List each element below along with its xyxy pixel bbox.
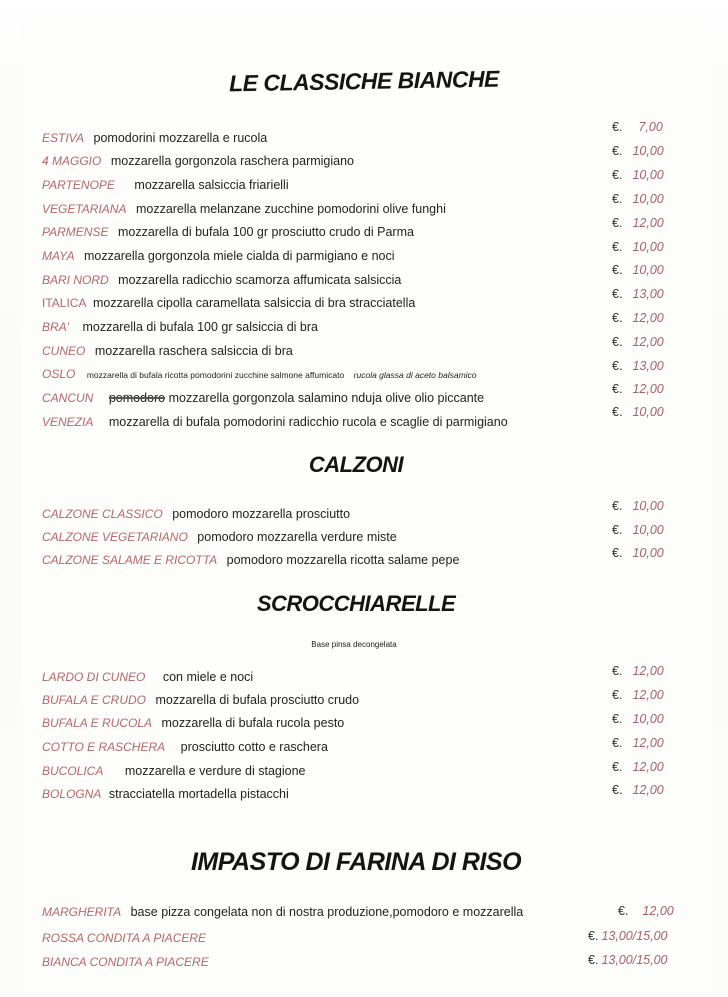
item-desc: mozzarella radicchio scamorza affumicata salsiccia bbox=[118, 273, 402, 287]
item-price bbox=[612, 661, 692, 681]
item-desc: mozzarella di bufala 100 gr prosciutto crudo di Parma bbox=[117, 225, 414, 239]
currency-label: €. bbox=[612, 287, 623, 301]
item-price bbox=[612, 685, 692, 705]
item-name: MAYA bbox=[42, 249, 75, 263]
item-desc: pomodoro mozzarella prosciutto bbox=[172, 507, 351, 521]
item-desc: mozzarella di bufala ricotta pomodorini zucchine salmone affumicato bbox=[86, 370, 345, 380]
price-value: 10,00 bbox=[632, 263, 664, 277]
price-value: 10,00 bbox=[632, 144, 664, 158]
price-value: 13,00 bbox=[632, 359, 664, 373]
menu-item-italica bbox=[42, 293, 682, 313]
item-name: BARI NORD bbox=[42, 273, 109, 287]
menu-item-bologna bbox=[42, 784, 682, 804]
item-name: ROSSA CONDITA A PIACERE bbox=[42, 931, 207, 945]
item-name: VEGETARIANA bbox=[42, 202, 127, 216]
currency-label: €. bbox=[612, 168, 623, 182]
item-desc: prosciutto cotto e raschera bbox=[180, 740, 328, 754]
item-price bbox=[612, 332, 692, 352]
menu-item-bianca-condita bbox=[42, 952, 682, 972]
currency-label: €. bbox=[612, 216, 623, 230]
item-price bbox=[612, 213, 692, 233]
item-price bbox=[612, 284, 692, 304]
currency-label: €. bbox=[588, 953, 599, 967]
item-price bbox=[618, 901, 698, 921]
currency-label: €. bbox=[612, 240, 623, 254]
menu-item-4-maggio bbox=[42, 151, 682, 171]
price-value: 12,00 bbox=[632, 760, 664, 774]
price-value: 12,00 bbox=[632, 382, 664, 396]
item-desc: mozzarella gorgonzola miele cialda di parmigiano e noci bbox=[83, 249, 395, 263]
item-name: CANCUN bbox=[42, 391, 94, 405]
menu-item-parmense bbox=[42, 222, 682, 242]
item-name: BRA' bbox=[42, 320, 69, 334]
item-name: 4 MAGGIO bbox=[42, 154, 102, 168]
menu-item-bari-nord bbox=[42, 270, 682, 290]
price-value: 10,00 bbox=[632, 499, 664, 513]
item-name: ITALICA bbox=[42, 296, 87, 310]
menu-item-estiva bbox=[42, 128, 682, 148]
item-price bbox=[612, 543, 692, 563]
menu-item-oslo bbox=[42, 364, 682, 384]
item-price bbox=[612, 733, 692, 753]
item-price bbox=[612, 780, 692, 800]
item-desc: mozzarella salsiccia friarielli bbox=[134, 178, 289, 192]
item-desc: mozzarella melanzane zucchine pomodorini olive funghi bbox=[135, 202, 446, 216]
item-name: COTTO E RASCHERA bbox=[42, 740, 166, 754]
item-desc: mozzarella cipolla caramellata salsiccia di bra stracciatella bbox=[92, 296, 416, 310]
currency-label: €. bbox=[612, 335, 623, 349]
price-value: 13,00/15,00 bbox=[601, 953, 668, 967]
menu-item-vegetariana bbox=[42, 199, 682, 219]
item-desc: mozzarella di bufala rucola pesto bbox=[161, 716, 345, 730]
menu-item-venezia bbox=[42, 412, 682, 432]
currency-label: €. bbox=[612, 144, 623, 158]
item-price bbox=[612, 260, 692, 280]
item-price bbox=[612, 379, 692, 399]
currency-label: €. bbox=[612, 311, 623, 325]
price-value: 10,00 bbox=[632, 240, 664, 254]
item-price bbox=[588, 926, 668, 946]
item-price bbox=[612, 496, 692, 516]
price-value: 10,00 bbox=[632, 712, 664, 726]
item-price bbox=[612, 189, 692, 209]
price-value: 12,00 bbox=[632, 664, 664, 678]
price-value: 10,00 bbox=[632, 523, 664, 537]
item-name: CALZONE SALAME E RICOTTA bbox=[42, 553, 218, 567]
item-name: BOLOGNA bbox=[42, 787, 102, 801]
currency-label: €. bbox=[612, 120, 623, 134]
price-value: 12,00 bbox=[632, 736, 664, 750]
price-value: 12,00 bbox=[632, 311, 664, 325]
item-price bbox=[612, 402, 692, 422]
item-desc: con miele e noci bbox=[162, 670, 254, 684]
item-name: PARTENOPE bbox=[42, 178, 115, 192]
menu-item-bucolica bbox=[42, 761, 682, 781]
section-title-calzoni: CALZONI bbox=[308, 452, 404, 477]
menu-item-calzone-salame-ricotta bbox=[42, 550, 682, 570]
currency-label: €. bbox=[612, 523, 623, 537]
item-price bbox=[612, 709, 692, 729]
price-value: 12,00 bbox=[632, 216, 664, 230]
item-price bbox=[612, 757, 692, 777]
menu-item-cancun bbox=[42, 388, 682, 408]
price-value: 12,00 bbox=[632, 783, 664, 797]
price-value: 10,00 bbox=[632, 192, 664, 206]
currency-label: €. bbox=[612, 499, 623, 513]
item-desc-extra: rucola glassa di aceto balsamico bbox=[353, 370, 477, 380]
menu-item-rossa-condita bbox=[42, 928, 682, 948]
currency-label: €. bbox=[612, 192, 623, 206]
item-desc: pomodoro mozzarella verdure miste bbox=[197, 530, 397, 544]
menu-item-bufala-e-crudo bbox=[42, 690, 682, 710]
item-name: CALZONE VEGETARIANO bbox=[42, 530, 188, 544]
item-desc: mozzarella gorgonzola salamino nduja olive olio piccante bbox=[168, 391, 485, 405]
item-name: BUFALA E CRUDO bbox=[42, 693, 147, 707]
item-desc: pomodoro mozzarella ricotta salame pepe bbox=[226, 553, 460, 567]
item-name: MARGHERITA bbox=[42, 905, 122, 919]
item-price bbox=[612, 356, 692, 376]
currency-label: €. bbox=[618, 904, 629, 918]
item-desc: mozzarella gorgonzola raschera parmigiano bbox=[110, 154, 355, 168]
item-name: VENEZIA bbox=[42, 415, 94, 429]
item-price bbox=[612, 117, 692, 137]
item-desc: mozzarella di bufala 100 gr salsiccia di bra bbox=[82, 320, 318, 334]
item-price bbox=[612, 520, 692, 540]
item-desc: mozzarella di bufala prosciutto crudo bbox=[155, 693, 360, 707]
item-price bbox=[588, 950, 668, 970]
item-name: CUNEO bbox=[42, 344, 86, 358]
struck-out-text: pomodoro bbox=[108, 391, 166, 405]
menu-item-lardo-di-cuneo bbox=[42, 667, 682, 687]
price-value: 7,00 bbox=[638, 120, 663, 134]
section-title-classiche-bianche: LE CLASSICHE BIANCHE bbox=[228, 65, 500, 97]
menu-item-calzone-vegetariano bbox=[42, 527, 682, 547]
price-value: 12,00 bbox=[642, 904, 674, 918]
item-price bbox=[612, 308, 692, 328]
item-name: ESTIVA bbox=[42, 131, 85, 145]
item-name: BIANCA CONDITA A PIACERE bbox=[42, 955, 209, 969]
price-value: 13,00/15,00 bbox=[601, 929, 668, 943]
menu-item-partenope bbox=[42, 175, 682, 195]
item-desc: stracciatella mortadella pistacchi bbox=[108, 787, 289, 801]
menu-item-maya bbox=[42, 246, 682, 266]
item-name: PARMENSE bbox=[42, 225, 109, 239]
item-name: CALZONE CLASSICO bbox=[42, 507, 163, 521]
price-value: 12,00 bbox=[632, 335, 664, 349]
price-value: 10,00 bbox=[632, 546, 664, 560]
item-name: OSLO bbox=[42, 367, 76, 381]
currency-label: €. bbox=[612, 736, 623, 750]
item-name: LARDO DI CUNEO bbox=[42, 670, 146, 684]
menu-item-cotto-e-raschera bbox=[42, 737, 682, 757]
currency-label: €. bbox=[612, 760, 623, 774]
currency-label: €. bbox=[612, 664, 623, 678]
price-value: 13,00 bbox=[632, 287, 664, 301]
currency-label: €. bbox=[612, 382, 623, 396]
item-desc: base pizza congelata non di nostra produzione,pomodoro e mozzarella bbox=[130, 905, 524, 919]
price-value: 10,00 bbox=[632, 405, 664, 419]
price-value: 10,00 bbox=[632, 168, 664, 182]
price-value: 12,00 bbox=[632, 688, 664, 702]
item-name: BUCOLICA bbox=[42, 764, 104, 778]
currency-label: €. bbox=[588, 929, 599, 943]
menu-item-bra bbox=[42, 317, 682, 337]
currency-label: €. bbox=[612, 546, 623, 560]
currency-label: €. bbox=[612, 712, 623, 726]
menu-item-margherita bbox=[42, 902, 682, 922]
item-desc: pomodorini mozzarella e rucola bbox=[93, 131, 268, 145]
currency-label: €. bbox=[612, 405, 623, 419]
currency-label: €. bbox=[612, 783, 623, 797]
section-title-impasto-farina-riso: IMPASTO DI FARINA DI RISO bbox=[190, 848, 522, 876]
item-desc: mozzarella di bufala pomodorini radicchio rucola e scaglie di parmigiano bbox=[108, 415, 508, 429]
item-desc: mozzarella e verdure di stagione bbox=[124, 764, 306, 778]
section-note: Base pinsa decongelata bbox=[311, 640, 397, 649]
item-desc: mozzarella raschera salsiccia di bra bbox=[94, 344, 293, 358]
item-name: BUFALA E RUCOLA bbox=[42, 716, 153, 730]
item-price bbox=[612, 141, 692, 161]
menu-item-cuneo bbox=[42, 341, 682, 361]
menu-item-calzone-classico bbox=[42, 504, 682, 524]
section-title-scrocchiarelle: SCROCCHIARELLE bbox=[256, 591, 456, 616]
currency-label: €. bbox=[612, 688, 623, 702]
menu-item-bufala-e-rucola bbox=[42, 713, 682, 733]
currency-label: €. bbox=[612, 263, 623, 277]
item-price bbox=[612, 237, 692, 257]
currency-label: €. bbox=[612, 359, 623, 373]
item-price bbox=[612, 165, 692, 185]
